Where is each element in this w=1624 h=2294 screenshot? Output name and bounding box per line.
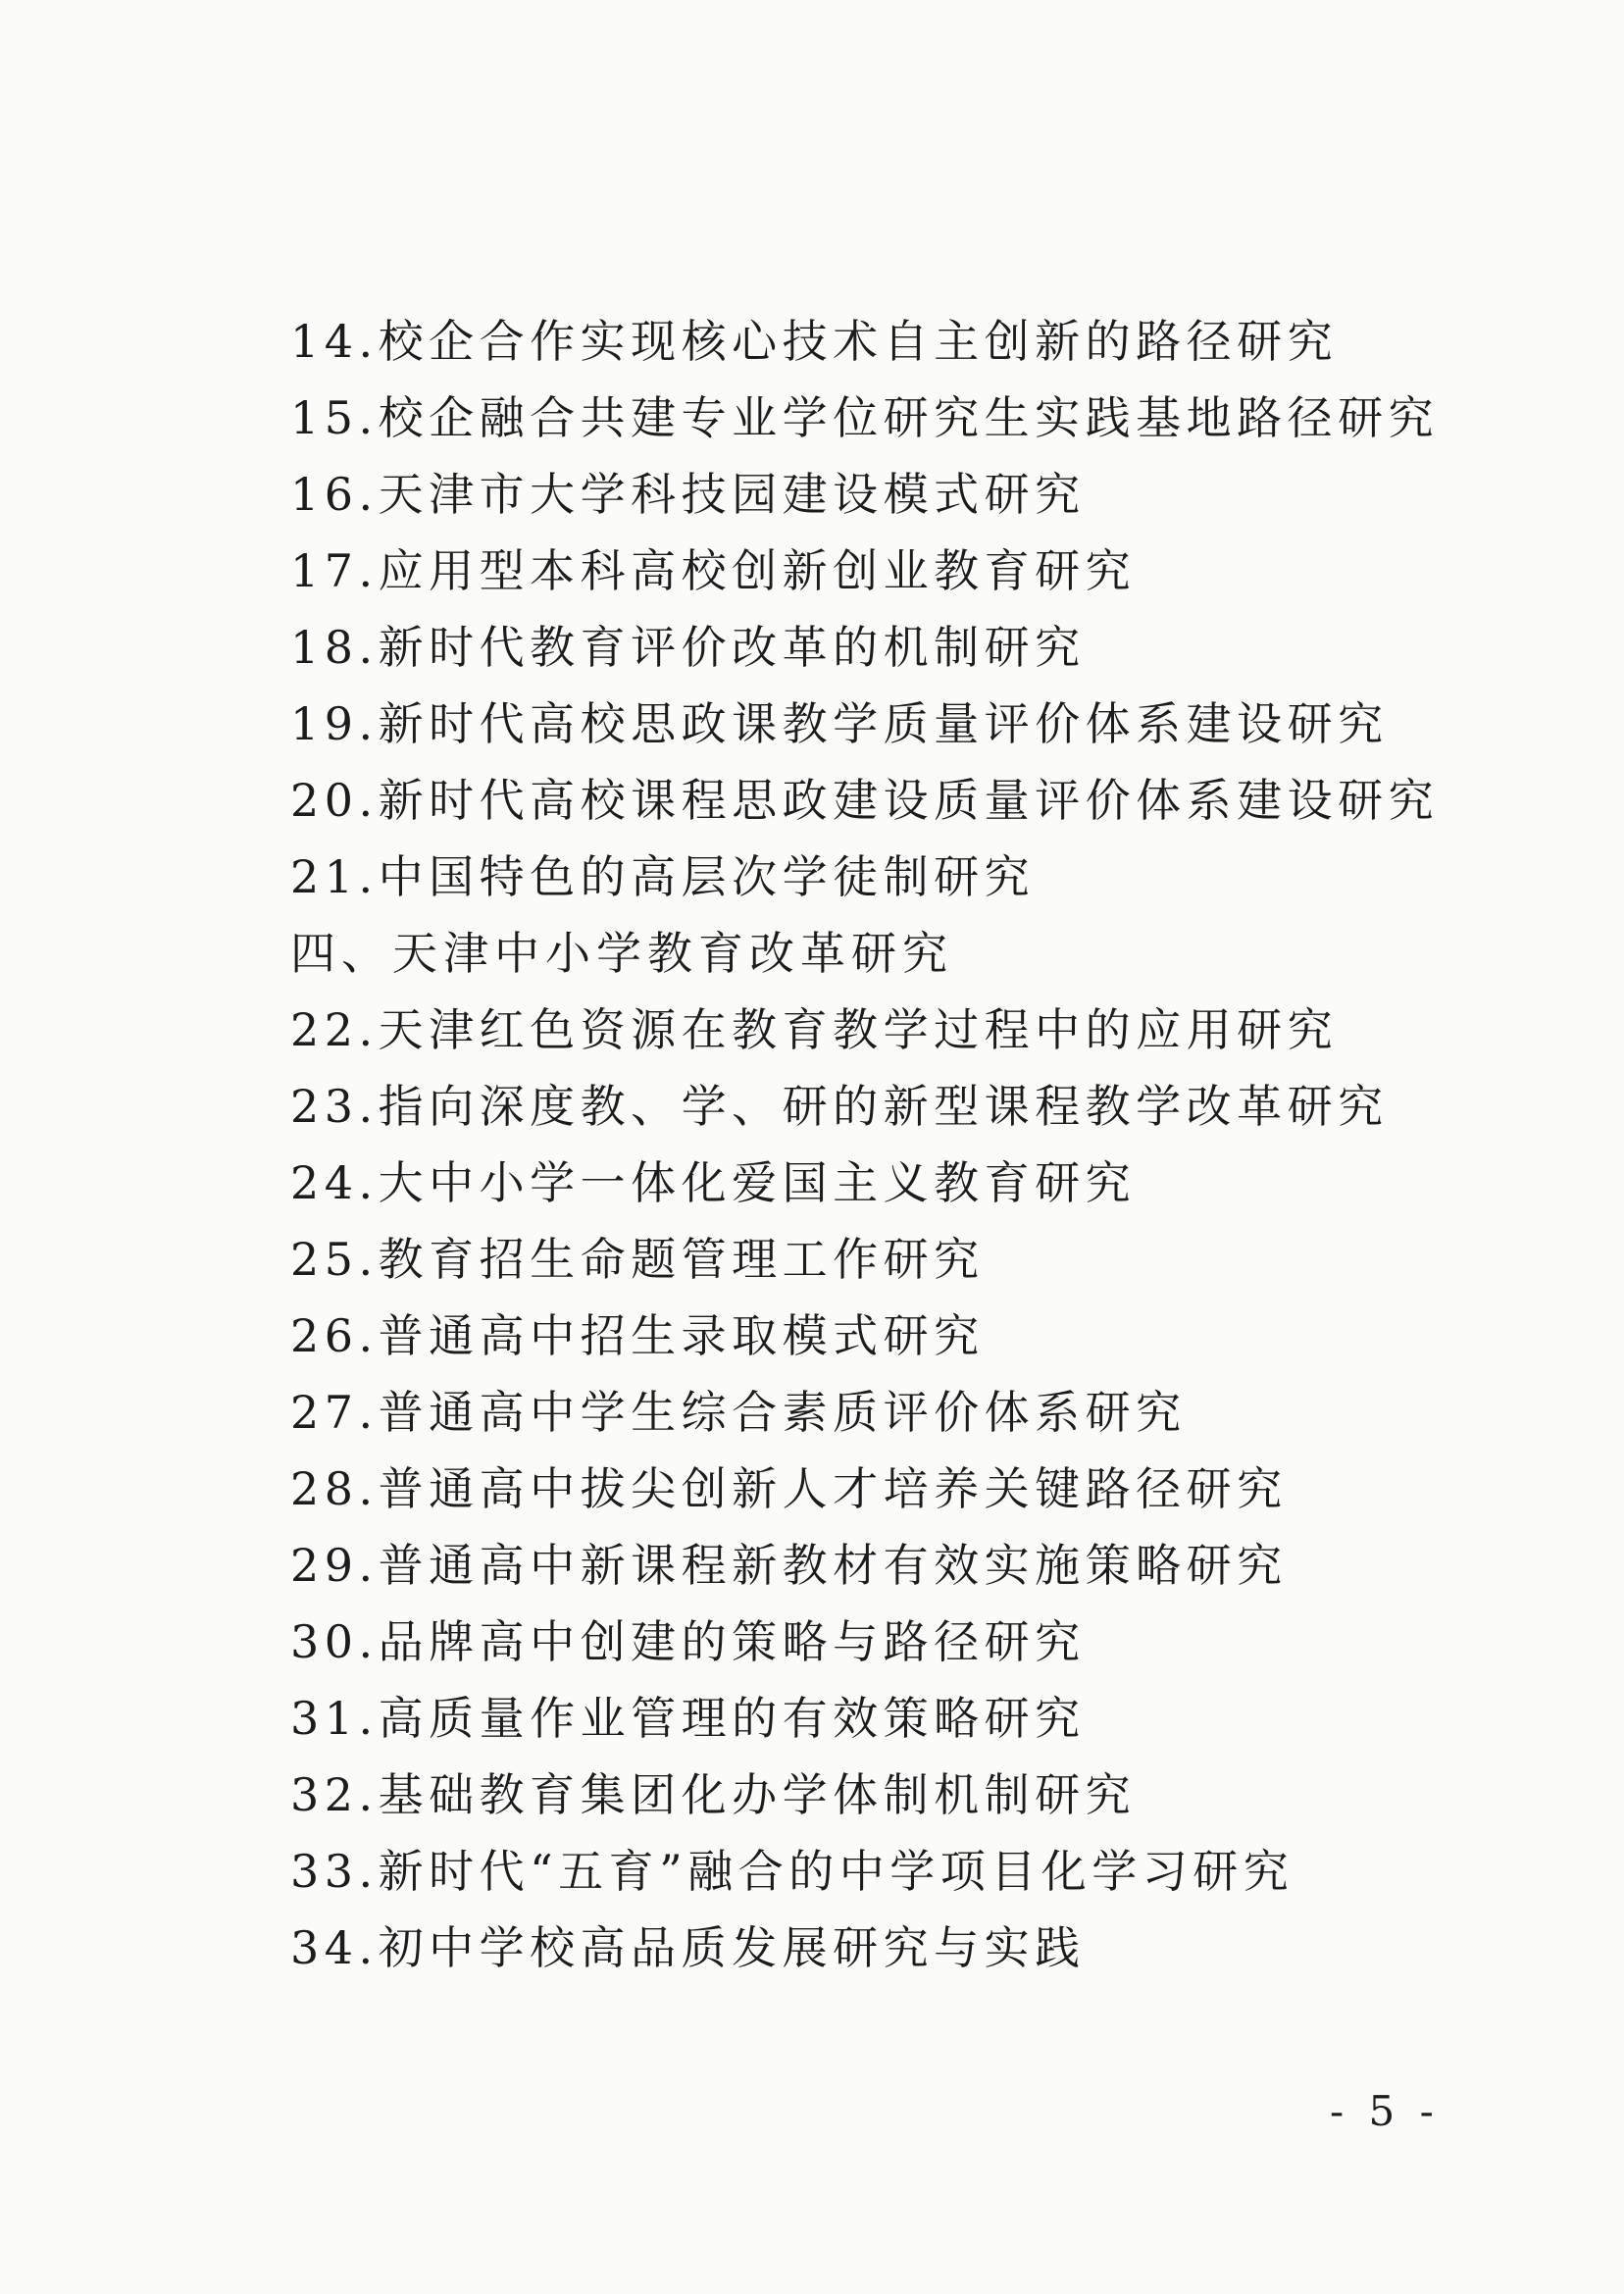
topic-item: 26.普通高中招生录取模式研究	[290, 1309, 985, 1362]
topic-item: 27.普通高中学生综合素质评价体系研究	[290, 1386, 1187, 1439]
topic-item: 24.大中小学一体化爱国主义教育研究	[290, 1156, 1137, 1209]
topic-item: 19.新时代高校思政课教学质量评价体系建设研究	[290, 697, 1389, 750]
page-number: - 5 -	[1330, 2087, 1440, 2135]
topic-item: 14.校企合作实现核心技术自主创新的路径研究	[290, 315, 1339, 368]
topic-item: 21.中国特色的高层次学徒制研究	[290, 850, 1036, 903]
topic-item: 29.普通高中新课程新教材有效实施策略研究	[290, 1539, 1288, 1592]
section-heading: 四、天津中小学教育改革研究	[290, 927, 953, 980]
topic-item: 23.指向深度教、学、研的新型课程教学改革研究	[290, 1080, 1389, 1133]
topic-item: 33.新时代“五育”融合的中学项目化学习研究	[290, 1845, 1294, 1898]
topic-item: 15.校企融合共建专业学位研究生实践基地路径研究	[290, 391, 1440, 444]
topic-item: 25.教育招生命题管理工作研究	[290, 1233, 985, 1286]
topic-item: 30.品牌高中创建的策略与路径研究	[290, 1615, 1086, 1668]
topic-list	[290, 310, 1467, 1993]
topic-item: 20.新时代高校课程思政建设质量评价体系建设研究	[290, 774, 1440, 827]
topic-item: 34.初中学校高品质发展研究与实践	[290, 1921, 1086, 1974]
topic-item: 17.应用型本科高校创新创业教育研究	[290, 544, 1137, 597]
topic-item: 28.普通高中拔尖创新人才培养关键路径研究	[290, 1462, 1288, 1515]
topic-item: 16.天津市大学科技园建设模式研究	[290, 468, 1086, 521]
topic-item: 31.高质量作业管理的有效策略研究	[290, 1692, 1086, 1745]
topic-item: 32.基础教育集团化办学体制机制研究	[290, 1768, 1137, 1821]
topic-item: 18.新时代教育评价改革的机制研究	[290, 621, 1086, 674]
topic-item: 22.天津红色资源在教育教学过程中的应用研究	[290, 1003, 1339, 1056]
